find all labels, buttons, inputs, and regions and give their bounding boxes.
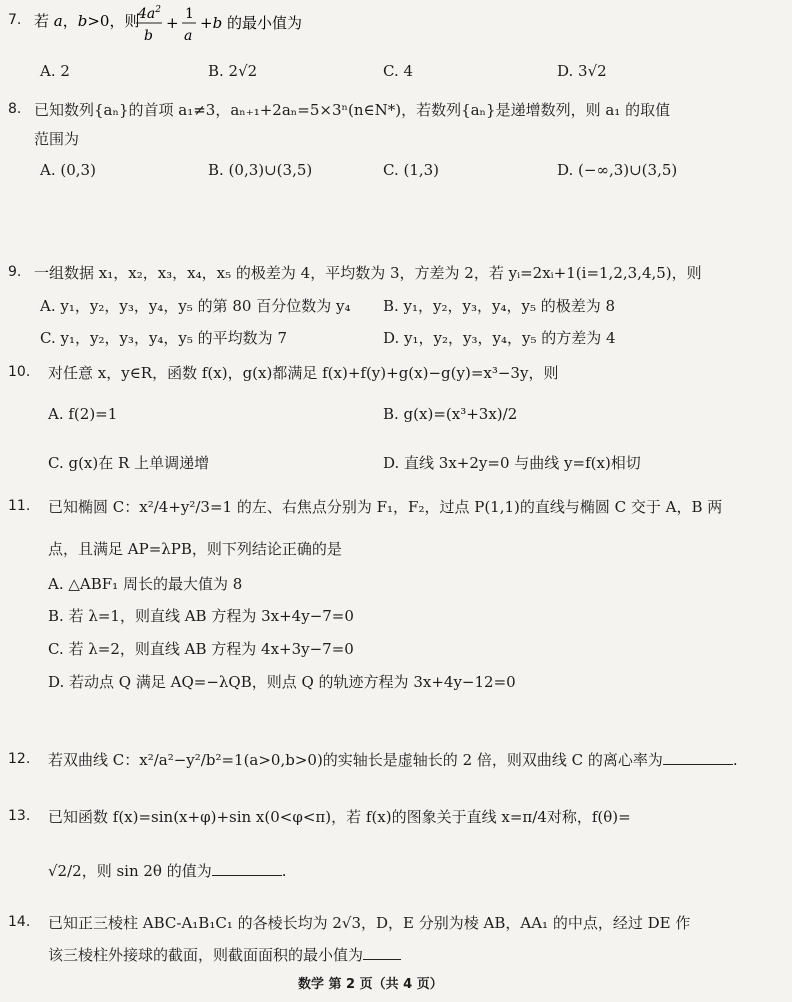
q11-option-d: D. 若动点 Q 满足 AQ=−λQB，则点 Q 的轨迹方程为 3x+4y−12=0: [48, 673, 516, 691]
q8-stem-line2: 范围为: [34, 130, 80, 148]
q11-stem-line1: 已知椭圆 C：x²/4+y²/3=1 的左、右焦点分别为 F₁，F₂，过点 P(1,1)的直线与椭圆 C 交于 A，B 两: [48, 498, 723, 516]
q11-stem-line2: 点，且满足 AP=λPB，则下列结论正确的是: [48, 540, 342, 558]
svg-text:+b 的最小值为: +b 的最小值为: [200, 14, 302, 32]
q11-option-c: C. 若 λ=2，则直线 AB 方程为 4x+3y−7=0: [48, 640, 354, 658]
q9-number: 9.: [8, 264, 22, 280]
q10-option-d: D. 直线 3x+2y=0 与曲线 y=f(x)相切: [383, 454, 641, 472]
q14-answer-blank[interactable]: [363, 945, 401, 960]
q11-number: 11.: [8, 498, 31, 514]
svg-text:若 a，b>0，则: 若 a，b>0，则: [34, 12, 140, 30]
svg-text:1: 1: [185, 6, 194, 22]
q12-stem-text: 若双曲线 C：x²/a²−y²/b²=1(a>0,b>0)的实轴长是虚轴长的 2 倍，则双曲线 C 的离心率为: [48, 751, 663, 769]
q10-option-c: C. g(x)在 R 上单调递增: [48, 454, 210, 472]
q9-option-d: D. y₁，y₂，y₃，y₄，y₅ 的方差为 4: [383, 329, 616, 347]
q13-stem-line2: √2/2，则 sin 2θ 的值为 .: [48, 862, 287, 880]
q14-stem-line1: 已知正三棱柱 ABC-A₁B₁C₁ 的各棱长均为 2√3，D，E 分别为棱 AB，AA₁ 的中点，经过 DE 作: [48, 914, 691, 932]
q7-option-b: B. 2√2: [208, 62, 258, 80]
q7-stem-math: [34, 4, 374, 48]
q8-number: 8.: [8, 101, 22, 117]
q9-stem: 一组数据 x₁，x₂，x₃，x₄，x₅ 的极差为 4，平均数为 3，方差为 2，若 yᵢ=2xᵢ+1(i=1,2,3,4,5)，则: [34, 264, 702, 282]
q11-option-b: B. 若 λ=1，则直线 AB 方程为 3x+4y−7=0: [48, 607, 354, 625]
svg-text:+: +: [166, 14, 179, 32]
q9-option-a: A. y₁，y₂，y₃，y₄，y₅ 的第 80 百分位数为 y₄: [40, 297, 351, 315]
q14-number: 14.: [8, 914, 31, 930]
q7-option-a: A. 2: [40, 62, 70, 80]
svg-text:4a2: $4a^2$: [138, 5, 161, 22]
q8-option-b: B. (0,3)∪(3,5): [208, 161, 313, 179]
svg-text:a: a: [184, 28, 193, 44]
q8-option-a: A. (0,3): [40, 161, 96, 179]
q9-option-b: B. y₁，y₂，y₃，y₄，y₅ 的极差为 8: [383, 297, 616, 315]
q12-number: 12.: [8, 751, 31, 767]
q10-stem: 对任意 x，y∈R，函数 f(x)，g(x)都满足 f(x)+f(y)+g(x)−g(y)=x³−3y，则: [48, 364, 559, 382]
q13-answer-blank[interactable]: [212, 861, 282, 876]
q13-stem-line1: 已知函数 f(x)=sin(x+φ)+sin x(0<φ<π)，若 f(x)的图象关于直线 x=π/4对称，f(θ)=: [48, 808, 631, 826]
q12-answer-blank[interactable]: [663, 750, 733, 765]
q7-stem: [34, 4, 374, 48]
q14-stem-line2: [48, 944, 401, 965]
q14-stem-line2-text: 该三棱柱外接球的截面，则截面面积的最小值为: [48, 946, 364, 964]
q13-number: 13.: [8, 808, 31, 824]
q13-stem-line2-text: √2/2，则 sin 2θ 的值为: [48, 862, 212, 880]
q10-option-a: A. f(2)=1: [48, 405, 118, 423]
q7-option-d: D. 3√2: [557, 62, 607, 80]
q10-option-b: B. g(x)=(x³+3x)/2: [383, 405, 518, 423]
q10-number: 10.: [8, 364, 31, 380]
q9-option-c: C. y₁，y₂，y₃，y₄，y₅ 的平均数为 7: [40, 329, 287, 347]
svg-text:b: b: [144, 28, 153, 44]
q8-option-c: C. (1,3): [383, 161, 440, 179]
q8-stem-line1: 已知数列{aₙ}的首项 a₁≠3，aₙ₊₁+2aₙ=5×3ⁿ(n∈N*)，若数列{aₙ}是递增数列，则 a₁ 的取值: [34, 101, 671, 119]
page-footer: 数学 第 2 页（共 4 页）: [298, 977, 443, 992]
q8-option-d: D. (−∞,3)∪(3,5): [557, 161, 678, 179]
q7-number: 7.: [8, 12, 22, 28]
q12-stem: 若双曲线 C：x²/a²−y²/b²=1(a>0,b>0)的实轴长是虚轴长的 2 倍，则双曲线 C 的离心率为 .: [48, 751, 738, 769]
q11-option-a: A. △ABF₁ 周长的最大值为 8: [48, 575, 243, 593]
q7-option-c: C. 4: [383, 62, 414, 80]
